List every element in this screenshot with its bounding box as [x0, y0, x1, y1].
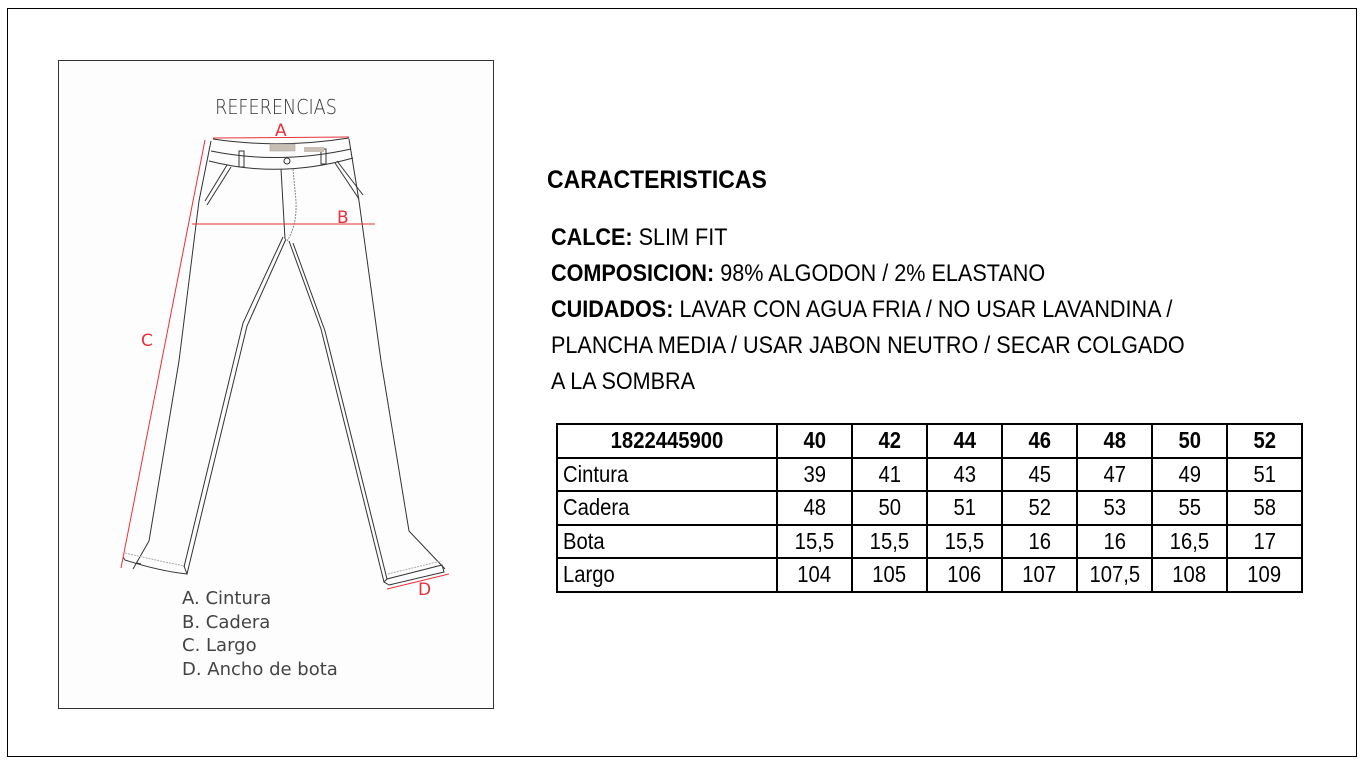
table-header-row — [557, 424, 1302, 458]
spec-cuidados-cont: A LA SOMBRA — [551, 368, 696, 395]
reference-panel — [58, 60, 494, 709]
spec-cuidados-cont: PLANCHA MEDIA / USAR JABON NEUTRO / SECAR COLGADO — [551, 332, 1185, 359]
cell: 16 — [1002, 525, 1077, 559]
row-label: Bota — [557, 525, 777, 559]
spec-label: COMPOSICION: — [551, 260, 715, 287]
cell: 51 — [1227, 458, 1302, 492]
row-label: Largo — [557, 558, 777, 592]
table-row — [557, 491, 1302, 525]
cell: 50 — [852, 491, 927, 525]
cell: 58 — [1227, 491, 1302, 525]
size-header: 40 — [777, 424, 852, 458]
cell: 45 — [1002, 458, 1077, 492]
cell: 49 — [1152, 458, 1227, 492]
spec-value: LAVAR CON AGUA FRIA / NO USAR LAVANDINA / — [673, 296, 1173, 323]
cell: 15,5 — [927, 525, 1002, 559]
table-row — [557, 558, 1302, 592]
cell: 48 — [777, 491, 852, 525]
legend-item: D. Ancho de bota — [182, 658, 338, 680]
size-header: 48 — [1077, 424, 1152, 458]
cell: 108 — [1152, 558, 1227, 592]
cell: 17 — [1227, 525, 1302, 559]
table-row — [557, 525, 1302, 559]
spec-composicion — [551, 256, 1244, 292]
cell: 41 — [852, 458, 927, 492]
cell: 43 — [927, 458, 1002, 492]
cell: 104 — [777, 558, 852, 592]
reference-legend — [182, 587, 338, 681]
cell: 47 — [1077, 458, 1152, 492]
cell: 39 — [777, 458, 852, 492]
row-label: Cintura — [557, 458, 777, 492]
size-header: 42 — [852, 424, 927, 458]
cell: 107 — [1002, 558, 1077, 592]
cell: 16 — [1077, 525, 1152, 559]
cell: 52 — [1002, 491, 1077, 525]
cell: 15,5 — [777, 525, 852, 559]
cell: 51 — [927, 491, 1002, 525]
table-row — [557, 458, 1302, 492]
measure-label-a: A — [275, 121, 287, 141]
cell: 105 — [852, 558, 927, 592]
size-header: 44 — [927, 424, 1002, 458]
size-header: 52 — [1227, 424, 1302, 458]
size-header: 46 — [1002, 424, 1077, 458]
measure-label-b: B — [337, 208, 349, 228]
reference-title: REFERENCIAS — [215, 95, 337, 119]
cell: 106 — [927, 558, 1002, 592]
cell: 107,5 — [1077, 558, 1152, 592]
row-label: Cadera — [557, 491, 777, 525]
cell: 15,5 — [852, 525, 927, 559]
product-code: 1822445900 — [557, 424, 777, 458]
measure-label-d: D — [418, 580, 432, 600]
legend-item: B. Cadera — [182, 611, 271, 633]
cell: 53 — [1077, 491, 1152, 525]
spec-label: CALCE: — [551, 224, 633, 251]
spec-cuidados — [551, 292, 1244, 328]
legend-item: A. Cintura — [182, 588, 272, 609]
cell: 109 — [1227, 558, 1302, 592]
legend-item: C. Largo — [182, 635, 257, 656]
size-header: 50 — [1152, 424, 1227, 458]
measure-label-c: C — [141, 331, 153, 351]
cell: 16,5 — [1152, 525, 1227, 559]
size-table — [556, 423, 1303, 593]
spec-value: 98% ALGODON / 2% ELASTANO — [714, 260, 1046, 287]
spec-calce — [551, 220, 1244, 256]
characteristics-specs — [551, 220, 1244, 400]
cell: 55 — [1152, 491, 1227, 525]
spec-value: SLIM FIT — [632, 224, 728, 251]
characteristics-title: CARACTERISTICAS — [547, 166, 767, 194]
spec-label: CUIDADOS: — [551, 296, 674, 323]
